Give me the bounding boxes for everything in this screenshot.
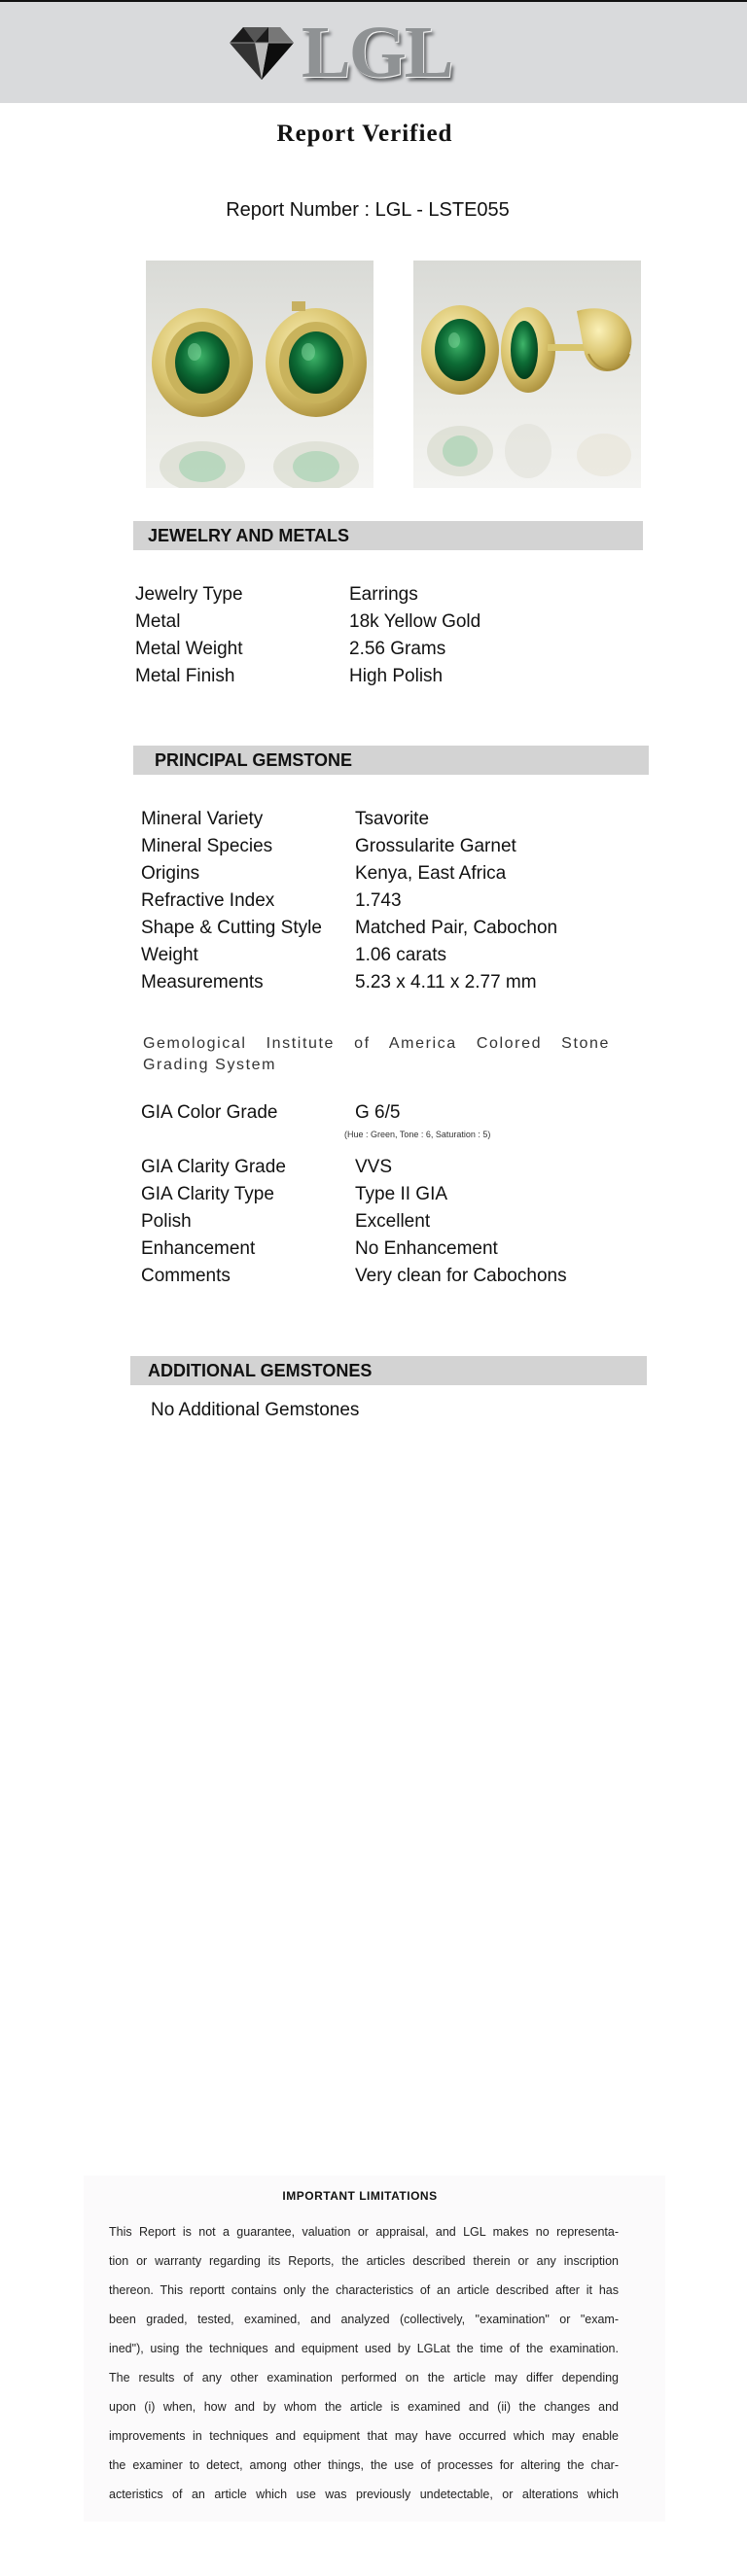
additional-section-header: ADDITIONAL GEMSTONES: [130, 1356, 647, 1385]
field-label: GIA Clarity Grade: [141, 1157, 286, 1177]
limitations-line: the examiner to detect, among other things, the use of processes for altering the char-: [109, 2458, 619, 2472]
diamond-icon: [226, 21, 298, 84]
field-value: 18k Yellow Gold: [349, 611, 481, 632]
field-value: Earrings: [349, 584, 418, 605]
gem-row: [141, 969, 557, 996]
gem-row: [141, 1236, 567, 1263]
field-label: GIA Color Grade: [141, 1102, 278, 1123]
gem-row: [141, 942, 557, 969]
jewelry-section-header: JEWELRY AND METALS: [133, 521, 643, 550]
field-value: Very clean for Cabochons: [355, 1266, 567, 1286]
gem-row: [141, 888, 557, 915]
gem-row: [141, 915, 557, 942]
field-value: Grossularite Garnet: [355, 836, 516, 856]
limitations-line: thereon. This reportt contains only the characteristics of an article described after it has: [109, 2283, 619, 2297]
field-value: High Polish: [349, 666, 444, 686]
earrings-side-photo: [413, 261, 641, 488]
field-label: Jewelry Type: [135, 584, 243, 605]
jewelry-row: [135, 636, 480, 663]
limitations-line: been graded, tested, examined, and analyzed (collectively, "examination" or "exam-: [109, 2313, 619, 2326]
clarity-details: [141, 1154, 567, 1290]
field-value: 2.56 Grams: [349, 639, 446, 659]
limitations-line: tion or warranty regarding its Reports, the articles described therein or any inscription: [109, 2254, 619, 2268]
gem-row: [141, 806, 557, 833]
jewelry-details: [135, 581, 480, 690]
gia-grading-system-title: Gemological Institute of America Colored Stone Grading System: [143, 1035, 610, 1073]
limitations-line: upon (i) when, how and by whom the article is examined and (ii) the changes and: [109, 2400, 619, 2414]
report-number: Report Number : LGL - LSTE055: [226, 199, 510, 221]
field-label: Enhancement: [141, 1238, 256, 1259]
limitations-title: IMPORTANT LIMITATIONS: [282, 2189, 438, 2203]
jewelry-row: [135, 609, 480, 636]
field-label: GIA Clarity Type: [141, 1184, 274, 1204]
field-value: Type II GIA: [355, 1184, 448, 1204]
field-label: Origins: [141, 863, 200, 884]
principal-details: [141, 806, 557, 996]
field-value: Tsavorite: [355, 809, 430, 829]
field-value: Matched Pair, Cabochon: [355, 918, 558, 938]
field-label: Comments: [141, 1266, 231, 1286]
field-label: Metal Finish: [135, 666, 235, 686]
field-value: Kenya, East Africa: [355, 863, 507, 884]
field-value: Excellent: [355, 1211, 431, 1232]
logo-text: LGL: [302, 12, 452, 93]
field-label: Mineral Variety: [141, 809, 264, 829]
gem-row: [141, 1154, 567, 1181]
jewelry-row: [135, 581, 480, 609]
page-title: Report Verified: [276, 121, 453, 147]
jewelry-row: [135, 663, 480, 690]
field-label: Measurements: [141, 972, 264, 992]
gem-row: [141, 833, 557, 860]
limitations-line: improvements in techniques and equipment that may have occurred which may enable: [109, 2429, 619, 2443]
field-label: Polish: [141, 1211, 192, 1232]
principal-section-header: PRINCIPAL GEMSTONE: [133, 746, 649, 775]
additional-gemstones-text: No Additional Gemstones: [151, 1400, 360, 1420]
field-label: Mineral Species: [141, 836, 273, 856]
field-value: VVS: [355, 1157, 393, 1177]
color-grade-row: [141, 1099, 400, 1127]
field-value: G 6/5: [355, 1102, 401, 1123]
field-value: No Enhancement: [355, 1238, 498, 1259]
limitations-line: acteristics of an article which use was previously undetectable, or alterations which: [109, 2488, 619, 2501]
field-value: 5.23 x 4.11 x 2.77 mm: [355, 972, 537, 992]
limitations-line: This Report is not a guarantee, valuation or appraisal, and LGL makes no representa-: [109, 2225, 619, 2239]
lgl-logo[interactable]: [226, 12, 452, 93]
field-label: Metal: [135, 611, 181, 632]
limitations-line: ined"), using the techniques and equipment used by LGLat the time of the examination.: [109, 2342, 619, 2355]
earrings-front-photo: [146, 261, 374, 488]
gem-row: [141, 1208, 567, 1236]
field-label: Refractive Index: [141, 890, 275, 911]
field-label: Weight: [141, 945, 198, 965]
field-value: 1.06 carats: [355, 945, 446, 965]
field-value: 1.743: [355, 890, 402, 911]
field-label: Metal Weight: [135, 639, 243, 659]
gem-row: [141, 1181, 567, 1208]
gem-row: [141, 860, 557, 888]
gem-row: [141, 1263, 567, 1290]
limitations-line: The results of any other examination performed on the article may differ depending: [109, 2371, 619, 2385]
field-label: Shape & Cutting Style: [141, 918, 322, 938]
color-grade-note: (Hue : Green, Tone : 6, Saturation : 5): [344, 1130, 491, 1139]
